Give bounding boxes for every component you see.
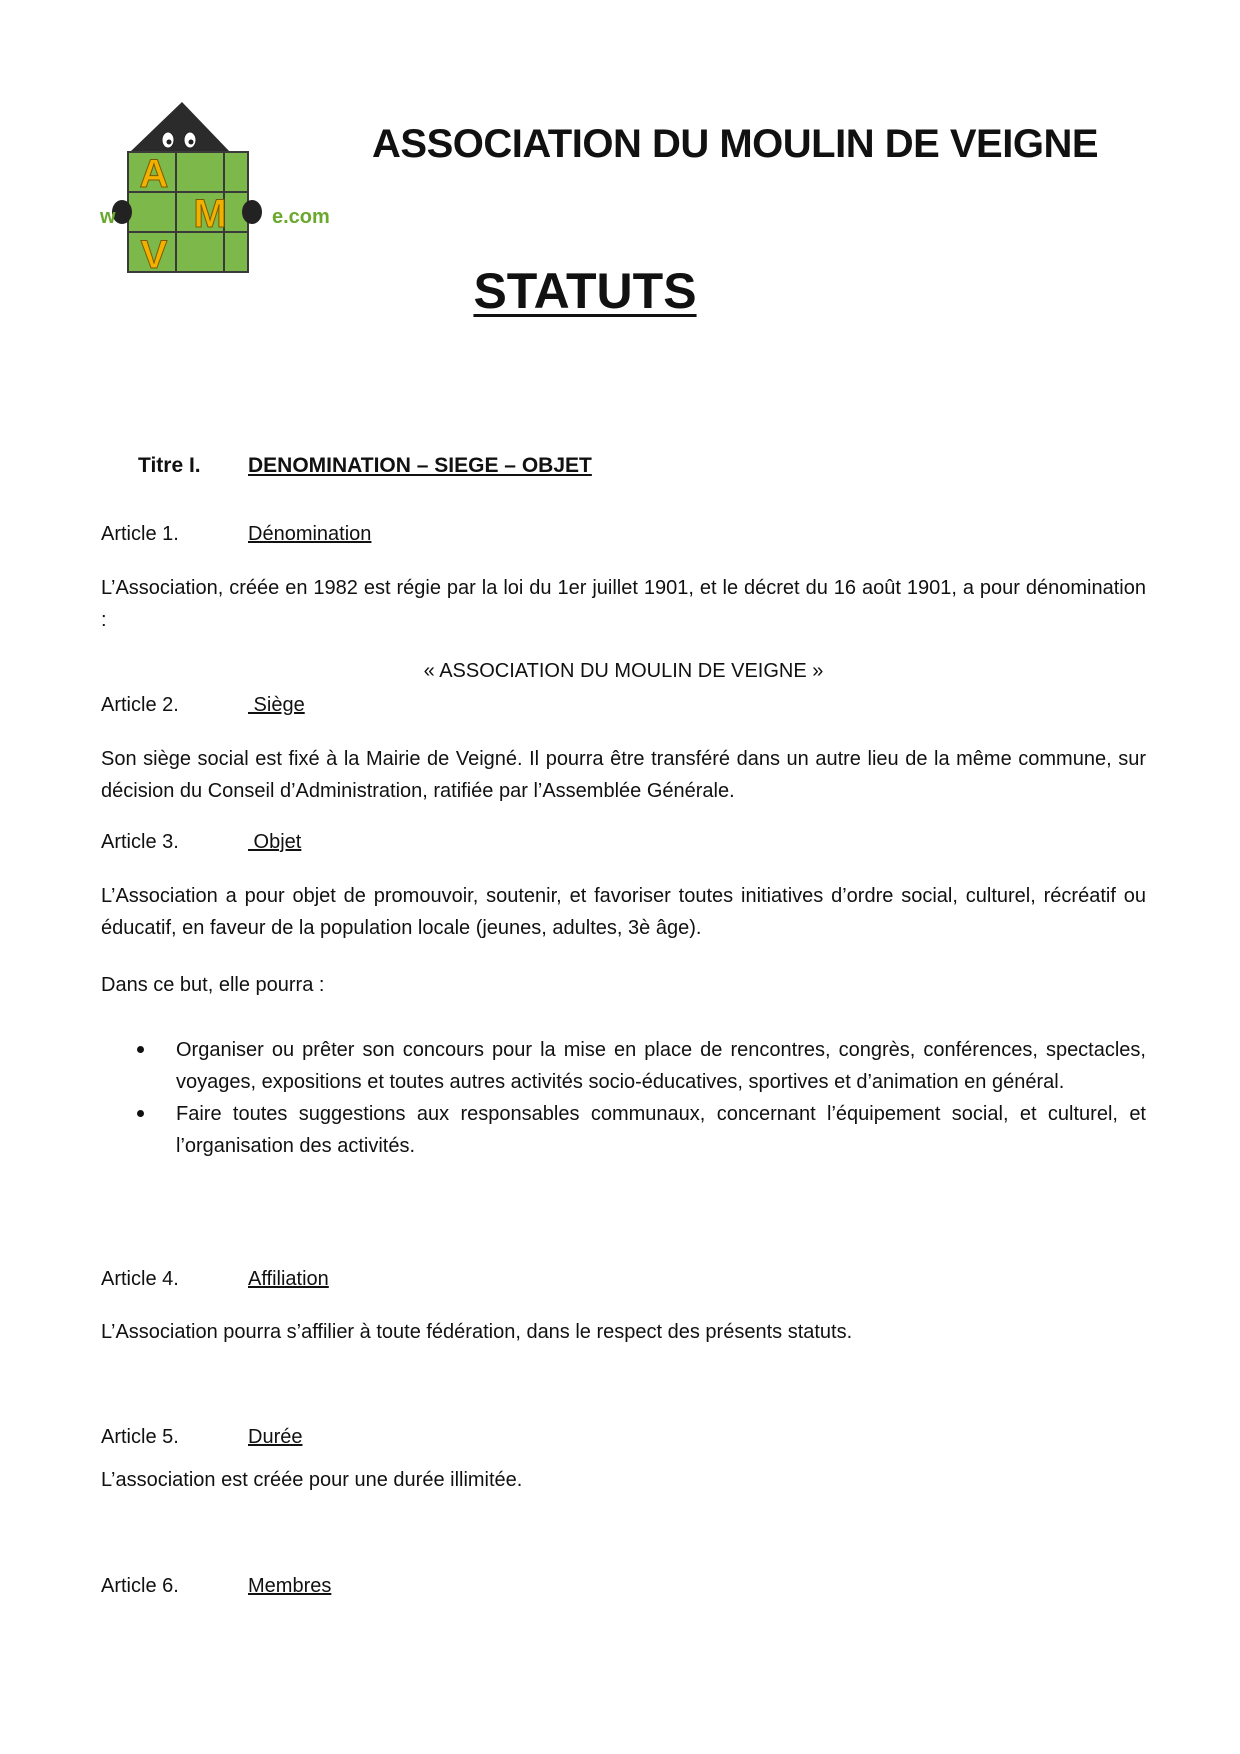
list-item [101,1098,1146,1162]
titre-number: Titre I. [138,454,201,477]
house-logo-icon [100,102,360,282]
article-2-number: Article 2. [101,694,179,716]
article-1-paragraph: L’Association, créée en 1982 est régie par la loi du 1er juillet 1901, et le décret du 16 août 1901, a pour dénomination : [101,577,1146,631]
article-1-label: Dénomination [248,523,372,545]
article-3-paragraph-1: L’Association a pour objet de promouvoir, soutenir, et favoriser toutes initiatives d’ordre social, culturel, récréatif ou éducatif, en faveur de la population locale (jeunes, adultes, 3è âge). [101,885,1146,939]
article-5-label: Durée [248,1426,303,1448]
logo-url-left: w [100,206,116,228]
amv-logo [100,102,360,282]
article-4-number: Article 4. [101,1268,179,1290]
article-5-paragraph: L’association est créée pour une durée illimitée. [101,1469,523,1491]
article-1-number: Article 1. [101,523,179,545]
organization-title: ASSOCIATION DU MOULIN DE VEIGNE [372,122,1099,166]
bullet-icon [137,1046,144,1053]
article-3-label: Objet [248,831,302,853]
logo-letter-m: M [193,192,227,236]
article-2-paragraph: Son siège social est fixé à la Mairie de Veigné. Il pourra être transféré dans un autre lieu de la même commune, sur décision du Conseil d’Administration, ratifiée par l’Assemblée Générale. [101,748,1146,802]
document-title: STATUTS [473,263,697,319]
article-6-number: Article 6. [101,1575,179,1597]
article-1-association-name: « ASSOCIATION DU MOULIN DE VEIGNE » [423,660,824,682]
article-3-paragraph-2: Dans ce but, elle pourra : [101,974,325,996]
article-4-label: Affiliation [248,1268,329,1290]
bullet-icon [137,1110,144,1117]
article-5-number: Article 5. [101,1426,179,1448]
titre-label: DENOMINATION – SIEGE – OBJET [248,454,592,477]
article-4-paragraph: L’Association pourra s’affilier à toute fédération, dans le respect des présents statuts. [101,1321,853,1343]
article-3-number: Article 3. [101,831,179,853]
logo-letter-v: V [140,233,168,277]
article-2-label: Siège [248,694,305,716]
logo-letter-a: A [139,152,169,196]
article-3-bullet-list [101,1034,1146,1162]
article-6-label: Membres [248,1575,332,1597]
bullet-text: Faire toutes suggestions aux responsables communaux, concernant l’équipement social, et culturel, et l’organisation des activités. [176,1103,1146,1157]
bullet-text: Organiser ou prêter son concours pour la mise en place de rencontres, congrès, conférences, spectacles, voyages, expositions et toutes autres activités socio-éducatives, sportives et d’animation en général. [176,1039,1146,1093]
logo-url-right: e.com [272,206,330,228]
roof-shape [130,102,230,152]
list-item [101,1034,1146,1098]
